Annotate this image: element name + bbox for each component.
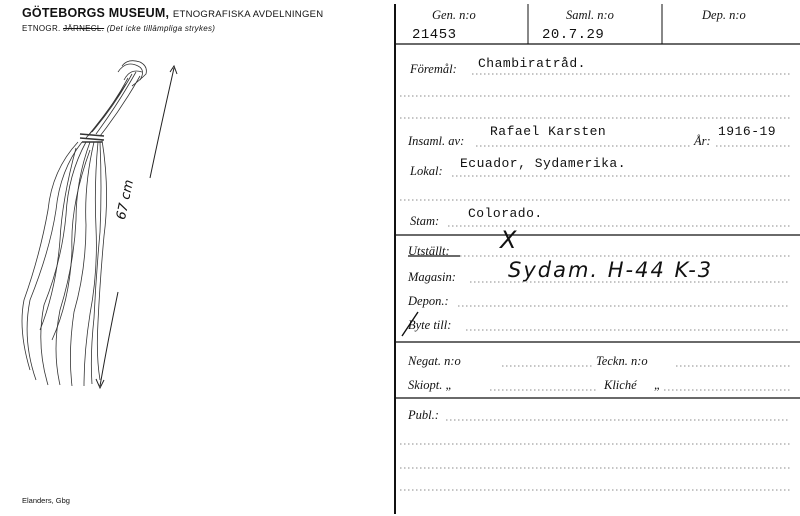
sketch-fiber [100,76,140,136]
stam-value: Colorado. [468,206,543,221]
insaml-label: Insaml. av: [408,134,465,148]
magasin-value: Sydam. H-44 K-3 [508,258,714,282]
department-name: ETNOGRAFISKA AVDELNINGEN [172,9,324,20]
magasin-label: Magasin: [408,270,456,284]
sketch-fiber [27,142,82,380]
ar-label: År: [694,134,711,148]
museum-name: GÖTEBORGS MUSEUM, [22,6,170,20]
printer-imprint: Elanders, Gbg [22,496,70,505]
kliche-quote: „ [654,378,661,392]
strike-note: (Det icke tillämpliga strykes) [106,24,216,33]
skiopt-label: Skiopt. „ [408,378,453,392]
sketch-fiber [22,142,78,370]
struck-collection: JÄRNECL. [63,24,105,33]
sketch-fiber [84,142,98,386]
dep-label: Dep. n:o [702,8,746,22]
sketch-fiber [97,140,106,380]
sketch-fiber [52,150,90,340]
ar-value: 1916-19 [718,124,777,139]
foremal-label: Föremål: [410,62,457,76]
sketch-binding [80,134,104,142]
sketch-fiber [124,71,142,80]
collection-prefix: ETNOGR. [22,24,61,33]
depon-label: Depon.: [408,294,449,308]
sketch-fiber [70,142,94,386]
measure-line-top [150,68,174,178]
stam-label: Stam: [410,214,440,228]
sketch-fiber [40,148,76,330]
kliche-label: Kliché [604,378,637,392]
sketch-fiber [56,142,90,385]
negat-label: Negat. n:o [408,354,461,368]
byte-label: Byte till: [408,318,452,332]
teckn-label: Teckn. n:o [596,354,648,368]
sketch-fiber [88,78,128,136]
utstallt-mark: X [500,226,519,254]
saml-label: Saml. n:o [566,8,614,22]
saml-value: 20.7.29 [542,27,605,43]
gen-label: Gen. n:o [432,8,476,22]
sketch-fiber [41,142,86,385]
utstallt-label: Utställt: [408,244,450,258]
lokal-value: Ecuador, Sydamerika. [460,156,627,171]
gen-value: 21453 [412,27,457,43]
sketch-fiber [96,72,136,134]
publ-label: Publ.: [408,408,439,422]
foremal-value: Chambiratråd. [478,56,586,71]
sketch-measurement: 67 cm [114,178,138,222]
lokal-label: Lokal: [410,164,443,178]
insaml-value: Rafael Karsten [490,124,607,139]
measure-line-bottom [100,292,118,386]
